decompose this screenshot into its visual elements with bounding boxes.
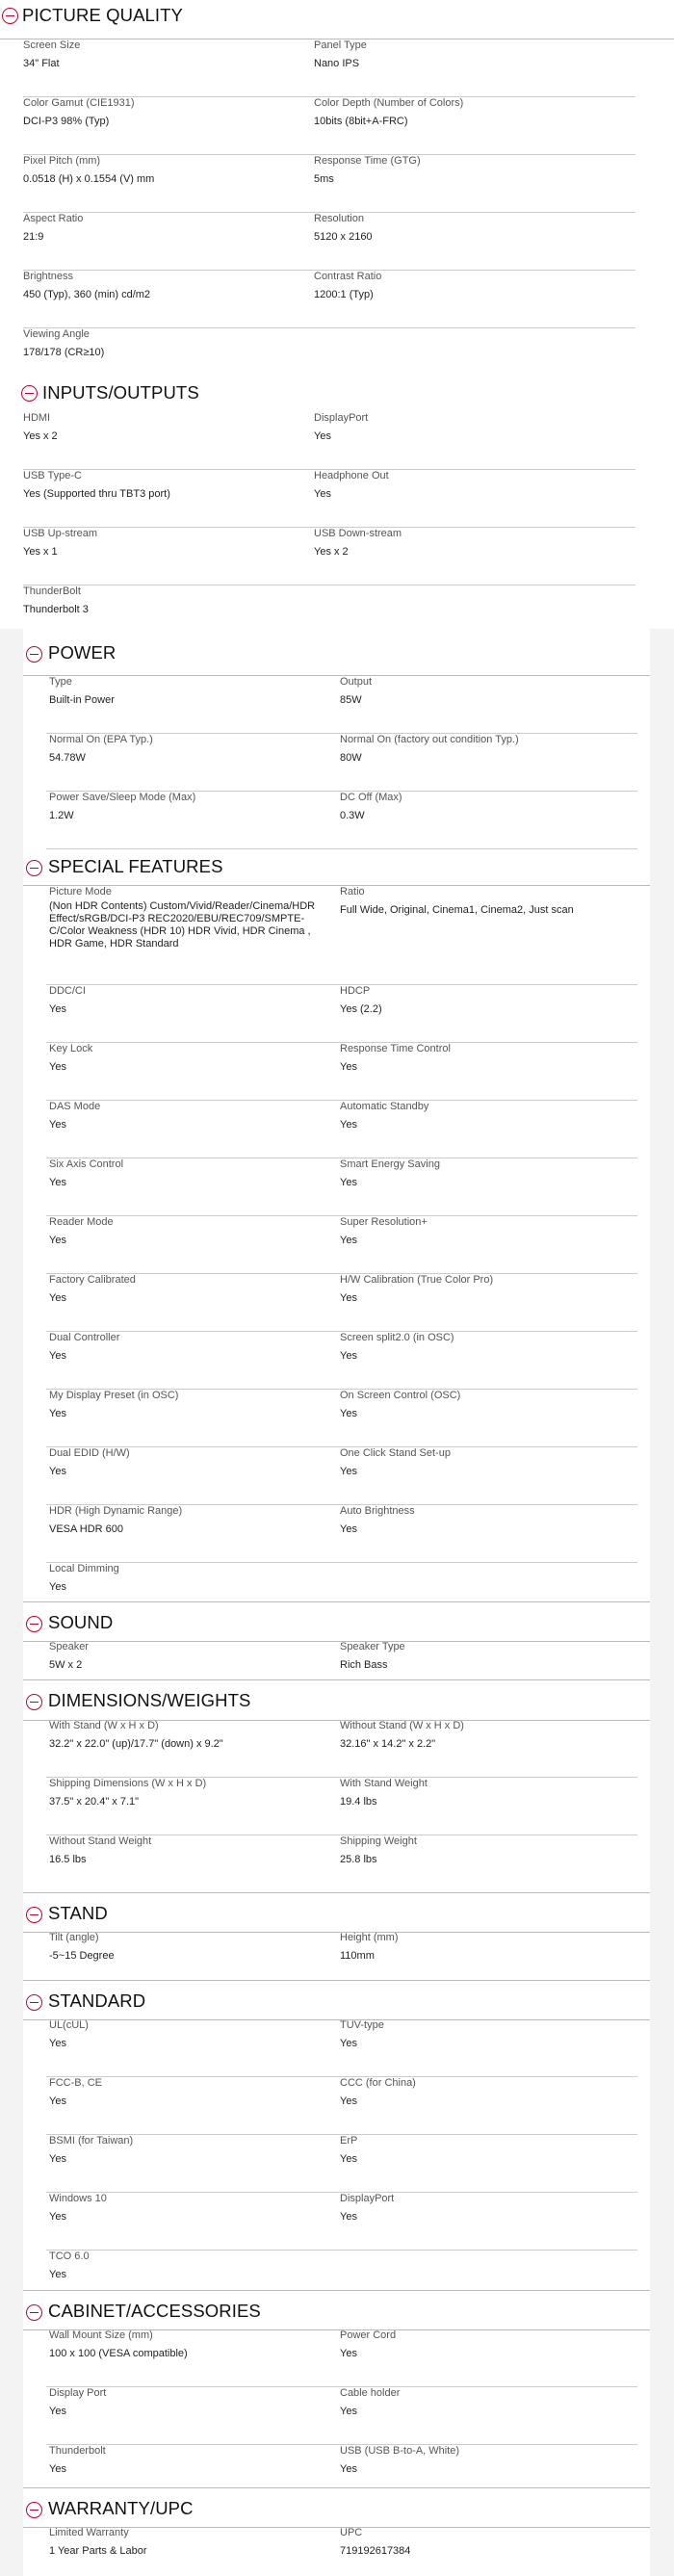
spec-value: Yes [49,1292,66,1304]
spec-label: TUV-type [340,2019,384,2031]
section-title: SOUND [48,1612,114,1632]
spec-value: Yes [49,1235,66,1246]
spec-row [46,984,637,1043]
spec-label: Without Stand Weight [49,1835,152,1847]
spec-label: Viewing Angle [23,328,90,340]
spec-value: 32.2" x 22.0" (up)/17.7" (down) x 9.2" [49,1738,223,1750]
spec-label: Smart Energy Saving [340,1158,440,1170]
spec-item [340,1719,619,1751]
spec-value: Yes [340,1235,357,1246]
spec-label: USB Type-C [23,470,82,481]
section-header-power[interactable] [23,629,650,676]
spec-value: 5120 x 2160 [314,231,373,243]
spec-label: Wall Mount Size (mm) [49,2329,153,2341]
spec-item [49,1834,328,1866]
spec-item [49,675,328,707]
spec-label: DisplayPort [314,412,369,424]
spec-value: Yes [49,1003,66,1015]
spec-item [49,2329,328,2360]
spec-value: VESA HDR 600 [49,1523,124,1535]
spec-item [49,1273,328,1305]
spec-value: 1 Year Parts & Labor [49,2545,147,2557]
spec-label: Shipping Dimensions (W x H x D) [49,1778,207,1789]
spec-label: Panel Type [314,39,367,51]
spec-sections-panel [23,629,650,2576]
spec-label: Windows 10 [49,2193,107,2204]
spec-item [49,1100,328,1132]
spec-value: Yes [49,1408,66,1419]
spec-item [49,1215,328,1247]
spec-value: 1.2W [49,810,74,821]
spec-label: With Stand Weight [340,1778,428,1789]
spec-label: USB Up-stream [23,528,98,539]
spec-label: DisplayPort [340,2193,395,2204]
spec-item [23,527,302,559]
spec-label: Thunderbolt [49,2445,106,2457]
spec-item [23,469,302,501]
spec-item [340,2329,619,2360]
spec-item [23,327,302,359]
spec-item [340,2526,619,2558]
spec-item [49,1562,328,1594]
collapse-minus-icon[interactable] [2,8,18,24]
spec-label: Color Depth (Number of Colors) [314,97,464,109]
spec-value: Yes x 2 [314,546,349,558]
spec-item [314,39,593,70]
spec-value: Yes [340,1292,357,1304]
spec-item [49,2386,328,2418]
spec-item [340,984,619,1016]
spec-item [314,212,593,244]
spec-value: Yes [49,1581,66,1593]
spec-label: Without Stand (W x H x D) [340,1720,464,1731]
spec-item [49,2018,328,2050]
spec-label: Ratio [340,886,365,898]
spec-item [340,2444,619,2476]
spec-value: Yes (2.2) [340,1003,382,1015]
spec-value: 10bits (8bit+A-FRC) [314,116,408,127]
spec-value: Yes x 2 [23,430,58,442]
spec-label: Dual EDID (H/W) [49,1447,130,1459]
spec-label: USB (USB B-to-A, White) [340,2445,460,2457]
spec-item [340,1777,619,1808]
spec-item [49,791,328,822]
spec-item [314,469,593,501]
spec-label: Picture Mode [49,886,112,898]
spec-label: Output [340,676,373,688]
section-title: INPUTS/OUTPUTS [42,382,199,403]
spec-item [49,1389,328,1420]
spec-item [314,96,593,128]
section-title: POWER [48,642,117,663]
section-title: SPECIAL FEATURES [48,856,223,876]
spec-row [23,469,635,528]
spec-item [314,154,593,186]
spec-item [23,270,302,301]
spec-label: Screen split2.0 (in OSC) [340,1332,454,1343]
spec-item [49,2444,328,2476]
spec-item [49,1331,328,1363]
spec-row [46,733,637,792]
spec-label: Power Save/Sleep Mode (Max) [49,792,196,803]
spec-label: Super Resolution+ [340,1216,428,1228]
spec-item [23,96,302,128]
spec-item [23,212,302,244]
collapse-minus-icon[interactable] [26,1694,42,1710]
spec-label: DC Off (Max) [340,792,402,803]
spec-value: Yes [314,430,331,442]
spec-item [49,984,328,1016]
spec-label: Display Port [49,2387,107,2399]
spec-value: 85W [340,694,362,706]
spec-item [340,2076,619,2108]
section-header[interactable] [0,0,674,39]
spec-row [46,1446,637,1505]
spec-label: Factory Calibrated [49,1274,136,1286]
section-header-warranty-upc[interactable] [23,2487,650,2528]
spec-item [314,527,593,559]
spec-item [49,1719,328,1751]
spec-label: FCC-B, CE [49,2077,102,2089]
section-title: STAND [48,1903,108,1923]
spec-row [46,1834,637,1892]
spec-section-picture-quality [0,0,674,363]
spec-item [49,2526,328,2558]
spec-value: 80W [340,752,362,764]
spec-row [46,1389,637,1447]
spec-value: Rich Bass [340,1659,388,1671]
spec-label: Type [49,676,72,688]
spec-row [46,1158,637,1216]
spec-label: ThunderBolt [23,585,81,597]
spec-item [340,2192,619,2224]
spec-row [46,2386,637,2445]
spec-item [340,1931,619,1963]
spec-row [46,2018,637,2077]
spec-value: Yes [340,2348,357,2359]
section-header-stand[interactable] [23,1892,650,1933]
spec-row [46,1215,637,1274]
spec-value: 1200:1 (Typ) [314,289,374,300]
spec-value: Yes [340,1177,357,1188]
spec-label: Speaker [49,1641,89,1652]
spec-value: Yes [314,488,331,500]
spec-label: UPC [340,2527,363,2538]
spec-item [23,39,302,70]
spec-label: Response Time (GTG) [314,155,421,167]
spec-item [340,791,619,822]
spec-label: Key Lock [49,1043,93,1054]
spec-item [340,2386,619,2418]
spec-value: Yes [340,2153,357,2165]
spec-value: 178/178 (CR≥10) [23,347,105,358]
spec-row [46,2076,637,2135]
spec-section-inputs-outputs [0,363,674,629]
spec-label: HDMI [23,412,51,424]
spec-row [46,791,637,849]
spec-row [46,1504,637,1563]
spec-label: H/W Calibration (True Color Pro) [340,1274,494,1286]
spec-item [23,154,302,186]
spec-label: Contrast Ratio [314,271,382,282]
spec-item [49,1042,328,1074]
spec-item [49,1640,328,1672]
spec-value: Yes [340,2463,357,2475]
spec-item [340,1446,619,1478]
spec-item [49,2192,328,2224]
section-title: CABINET/ACCESSORIES [48,2301,261,2321]
spec-label: HDR (High Dynamic Range) [49,1505,183,1517]
spec-value: Yes [340,1466,357,1477]
spec-label: Cable holder [340,2387,401,2399]
spec-item [49,1931,328,1963]
spec-item [340,2134,619,2166]
spec-item [49,2250,328,2281]
spec-value: Yes [340,2038,357,2049]
spec-row [46,2526,637,2576]
spec-item [340,1100,619,1132]
section-header-special-features[interactable] [23,848,650,886]
spec-row [46,2192,637,2251]
spec-label: BSMI (for Taiwan) [49,2135,134,2147]
spec-item [340,1273,619,1305]
spec-label: Response Time Control [340,1043,451,1054]
spec-row [46,2134,637,2193]
spec-row [46,1273,637,1332]
section-title: PICTURE QUALITY [22,5,183,25]
spec-value: Yes [340,2211,357,2223]
spec-item [23,411,302,443]
spec-item [340,675,619,707]
spec-value: 5W x 2 [49,1659,83,1671]
spec-label: Six Axis Control [49,1158,124,1170]
spec-value: Yes [49,2153,66,2165]
spec-value: Yes [340,1061,357,1073]
spec-item [314,411,593,443]
spec-value: Yes [49,1061,66,1073]
spec-label: USB Down-stream [314,528,402,539]
spec-label: Headphone Out [314,470,389,481]
spec-label: Resolution [314,213,364,224]
spec-label: My Display Preset (in OSC) [49,1390,179,1401]
spec-value: Yes [340,1119,357,1131]
spec-value: Yes (Supported thru TBT3 port) [23,488,170,500]
spec-value: Yes [49,1119,66,1131]
spec-value: Full Wide, Original, Cinema1, Cinema2, Just scan [340,904,574,916]
spec-label: With Stand (W x H x D) [49,1720,159,1731]
spec-item [49,1777,328,1808]
spec-item [340,885,619,917]
collapse-minus-icon[interactable] [26,1907,42,1923]
spec-label: Reader Mode [49,1216,114,1228]
spec-row [23,154,635,213]
spec-value: Yes [49,2038,66,2049]
spec-value: Yes [340,2406,357,2417]
spec-item [340,1389,619,1420]
collapse-minus-icon[interactable] [26,2304,42,2321]
spec-label: Screen Size [23,39,81,51]
spec-label: Shipping Weight [340,1835,417,1847]
spec-label: Local Dimming [49,1563,119,1574]
spec-value: Yes [49,2095,66,2107]
spec-value: Yes [49,1350,66,1362]
spec-item [340,1215,619,1247]
spec-item [340,1042,619,1074]
spec-value: 110mm [340,1950,375,1962]
spec-row [46,1331,637,1390]
spec-value: Yes x 1 [23,546,58,558]
spec-value: Yes [340,1350,357,1362]
spec-row [46,885,637,985]
spec-row [46,1719,637,1778]
spec-row [23,212,635,271]
spec-label: Dual Controller [49,1332,120,1343]
spec-label: DDC/CI [49,985,86,997]
spec-row [23,527,635,585]
spec-row [23,39,635,97]
spec-value: Yes [49,2406,66,2417]
spec-value: Yes [340,1523,357,1535]
spec-label: ErP [340,2135,358,2147]
spec-value: Nano IPS [314,58,360,69]
spec-row [46,1100,637,1158]
spec-label: Speaker Type [340,1641,405,1652]
spec-value: 25.8 lbs [340,1854,377,1865]
spec-item [340,1640,619,1672]
section-title: DIMENSIONS/WEIGHTS [48,1690,251,1710]
section-header-cabinet-accessories[interactable] [23,2290,650,2330]
spec-label: CCC (for China) [340,2077,416,2089]
spec-item [340,733,619,765]
spec-row [23,270,635,328]
section-header-standard[interactable] [23,1980,650,2020]
spec-value: Built-in Power [49,694,115,706]
spec-row [23,411,635,470]
spec-label: Auto Brightness [340,1505,415,1517]
spec-row [23,96,635,155]
spec-row [46,1777,637,1835]
spec-value: 21:9 [23,231,44,243]
spec-item [49,2076,328,2108]
spec-value: Thunderbolt 3 [23,604,89,615]
spec-item [340,1331,619,1363]
spec-label: Aspect Ratio [23,213,84,224]
spec-label: Height (mm) [340,1932,399,1943]
collapse-minus-icon[interactable] [21,385,38,402]
section-header-dimensions-weights[interactable] [23,1679,650,1721]
collapse-minus-icon[interactable] [26,646,42,663]
spec-label: Tilt (angle) [49,1932,99,1943]
spec-label: UL(cUL) [49,2019,89,2031]
spec-label: TCO 6.0 [49,2251,90,2262]
spec-item [49,733,328,765]
spec-value: Yes [49,2269,66,2280]
spec-value: 719192617384 [340,2545,411,2557]
spec-label: Pixel Pitch (mm) [23,155,101,167]
spec-label: Brightness [23,271,73,282]
spec-value: 5ms [314,173,334,185]
spec-value: (Non HDR Contents) Custom/Vivid/Reader/Cinema/HDR Effect/sRGB/DCI-P3 REC2020/EBU/REC709/SMPTE-C/Color Weakness (HDR 10) HDR Vivid, HDR Cinema , HDR Game, HDR Standard [49,900,316,950]
spec-item [340,1834,619,1866]
spec-item [49,1446,328,1478]
spec-value: Yes [49,2463,66,2475]
section-title: STANDARD [48,1991,146,2011]
spec-value: 19.4 lbs [340,1796,377,1808]
spec-item [23,585,302,616]
spec-value: 16.5 lbs [49,1854,87,1865]
spec-row [46,1042,637,1101]
spec-item [49,1158,328,1189]
spec-label: Power Cord [340,2329,397,2341]
spec-value: 0.0518 (H) x 0.1554 (V) mm [23,173,155,185]
collapse-minus-icon[interactable] [26,1994,42,2011]
spec-item [49,885,328,950]
spec-value: 37.5" x 20.4" x 7.1" [49,1796,140,1808]
spec-item [49,1504,328,1536]
spec-row [46,675,637,734]
spec-value: 54.78W [49,752,86,764]
spec-value: Yes [340,1408,357,1419]
spec-label: One Click Stand Set-up [340,1447,451,1459]
collapse-minus-icon[interactable] [26,860,42,876]
spec-label: Limited Warranty [49,2527,129,2538]
collapse-minus-icon[interactable] [26,1616,42,1632]
spec-item [340,1158,619,1189]
spec-item [340,1504,619,1536]
spec-value: 34" Flat [23,58,60,69]
spec-label: Normal On (EPA Typ.) [49,734,153,745]
spec-value: -5~15 Degree [49,1950,115,1962]
section-title: WARRANTY/UPC [48,2498,194,2518]
spec-value: 0.3W [340,810,365,821]
spec-item [314,270,593,301]
section-header-sound[interactable] [23,1601,650,1642]
spec-row [46,2329,637,2387]
spec-label: Automatic Standby [340,1101,429,1112]
spec-value: Yes [340,2095,357,2107]
spec-value: 100 x 100 (VESA compatible) [49,2348,188,2359]
spec-value: 32.16" x 14.2" x 2.2" [340,1738,436,1750]
spec-label: HDCP [340,985,371,997]
spec-value: DCI-P3 98% (Typ) [23,116,110,127]
spec-value: 450 (Typ), 360 (min) cd/m2 [23,289,151,300]
spec-value: Yes [49,1466,66,1477]
spec-item [340,2018,619,2050]
collapse-minus-icon[interactable] [26,2502,42,2518]
spec-value: Yes [49,2211,66,2223]
spec-value: Yes [49,1177,66,1188]
spec-label: Normal On (factory out condition Typ.) [340,734,519,745]
spec-label: DAS Mode [49,1101,101,1112]
section-header[interactable] [0,363,674,411]
spec-item [49,2134,328,2166]
spec-label: On Screen Control (OSC) [340,1390,461,1401]
spec-label: Color Gamut (CIE1931) [23,97,135,109]
